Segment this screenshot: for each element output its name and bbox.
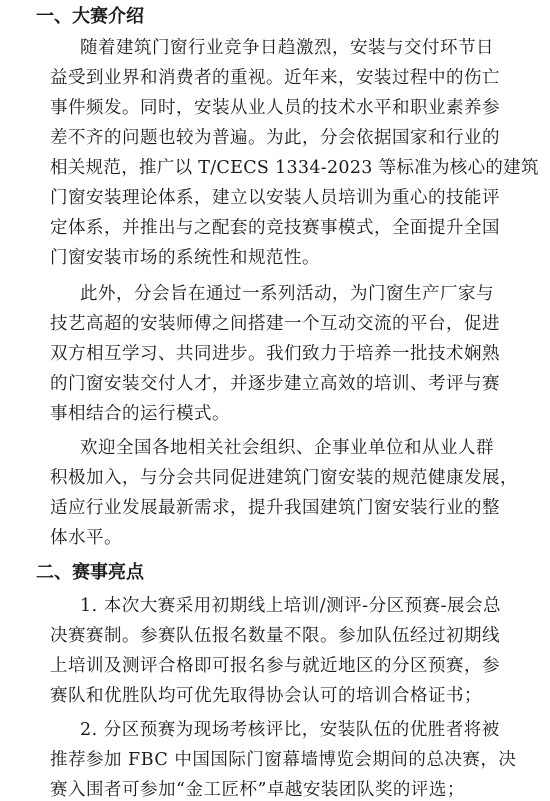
section-heading-intro: 一、大赛介绍 xyxy=(36,6,144,27)
paragraph-line: 技艺高超的安装师傅之间搭建一个互动交流的平台，促进 xyxy=(50,314,500,334)
list-item-line: 推荐参加 FBC 中国国际门窗幕墙博览会期间的总决赛，决 xyxy=(50,750,517,770)
paragraph-line: 门窗安装市场的系统性和规范性。 xyxy=(50,248,320,268)
paragraph-line: 差不齐的问题也较为普遍。为此，分会依据国家和行业的 xyxy=(50,128,500,148)
paragraph-line: 欢迎全国各地相关社会组织、企事业单位和从业人群 xyxy=(80,438,494,458)
paragraph-line: 定体系，并推出与之配套的竞技赛事模式，全面提升全国 xyxy=(50,218,500,238)
paragraph-line: 事相结合的运行模式。 xyxy=(50,404,230,424)
paragraph-line: 适应行业发展最新需求，提升我国建筑门窗安装行业的整 xyxy=(50,498,500,518)
list-item-line: 2. 分区预赛为现场考核评比，安装队伍的优胜者将被 xyxy=(80,720,500,740)
paragraph-line: 的门窗安装交付人才，并逐步建立高效的培训、考评与赛 xyxy=(50,374,500,394)
section-heading-highlights: 二、赛事亮点 xyxy=(36,562,144,583)
paragraph-line: 随着建筑门窗行业竞争日趋激烈，安装与交付环节日 xyxy=(80,38,494,58)
list-item-line: 上培训及测评合格即可报名参与就近地区的分区预赛，参 xyxy=(50,656,500,676)
list-item-line: 赛入围者可参加“金工匠杯”卓越安装团队奖的评选； xyxy=(50,780,465,800)
list-item-line: 1. 本次大赛采用初期线上培训/测评-分区预赛-展会总 xyxy=(80,596,501,616)
paragraph-line: 双方相互学习、共同进步。我们致力于培养一批技术娴熟 xyxy=(50,344,500,364)
list-item-line: 决赛赛制。参赛队伍报名数量不限。参加队伍经过初期线 xyxy=(50,626,500,646)
paragraph-line: 益受到业界和消费者的重视。近年来，安装过程中的伤亡 xyxy=(50,68,500,88)
paragraph-line: 此外，分会旨在通过一系列活动，为门窗生产厂家与 xyxy=(80,284,494,304)
paragraph-line: 相关规范，推广以 T/CECS 1334-2023 等标准为核心的建筑 xyxy=(50,158,539,178)
list-item-line: 赛队和优胜队均可优先取得协会认可的培训合格证书； xyxy=(50,686,482,706)
paragraph-line: 门窗安装理论体系，建立以安装人员培训为重心的技能评 xyxy=(50,188,500,208)
paragraph-line: 事件频发。同时，安装从业人员的技术水平和职业素养参 xyxy=(50,98,500,118)
paragraph-line: 积极加入，与分会共同促进建筑门窗安装的规范健康发展， xyxy=(50,468,518,488)
paragraph-line: 体水平。 xyxy=(50,528,122,548)
